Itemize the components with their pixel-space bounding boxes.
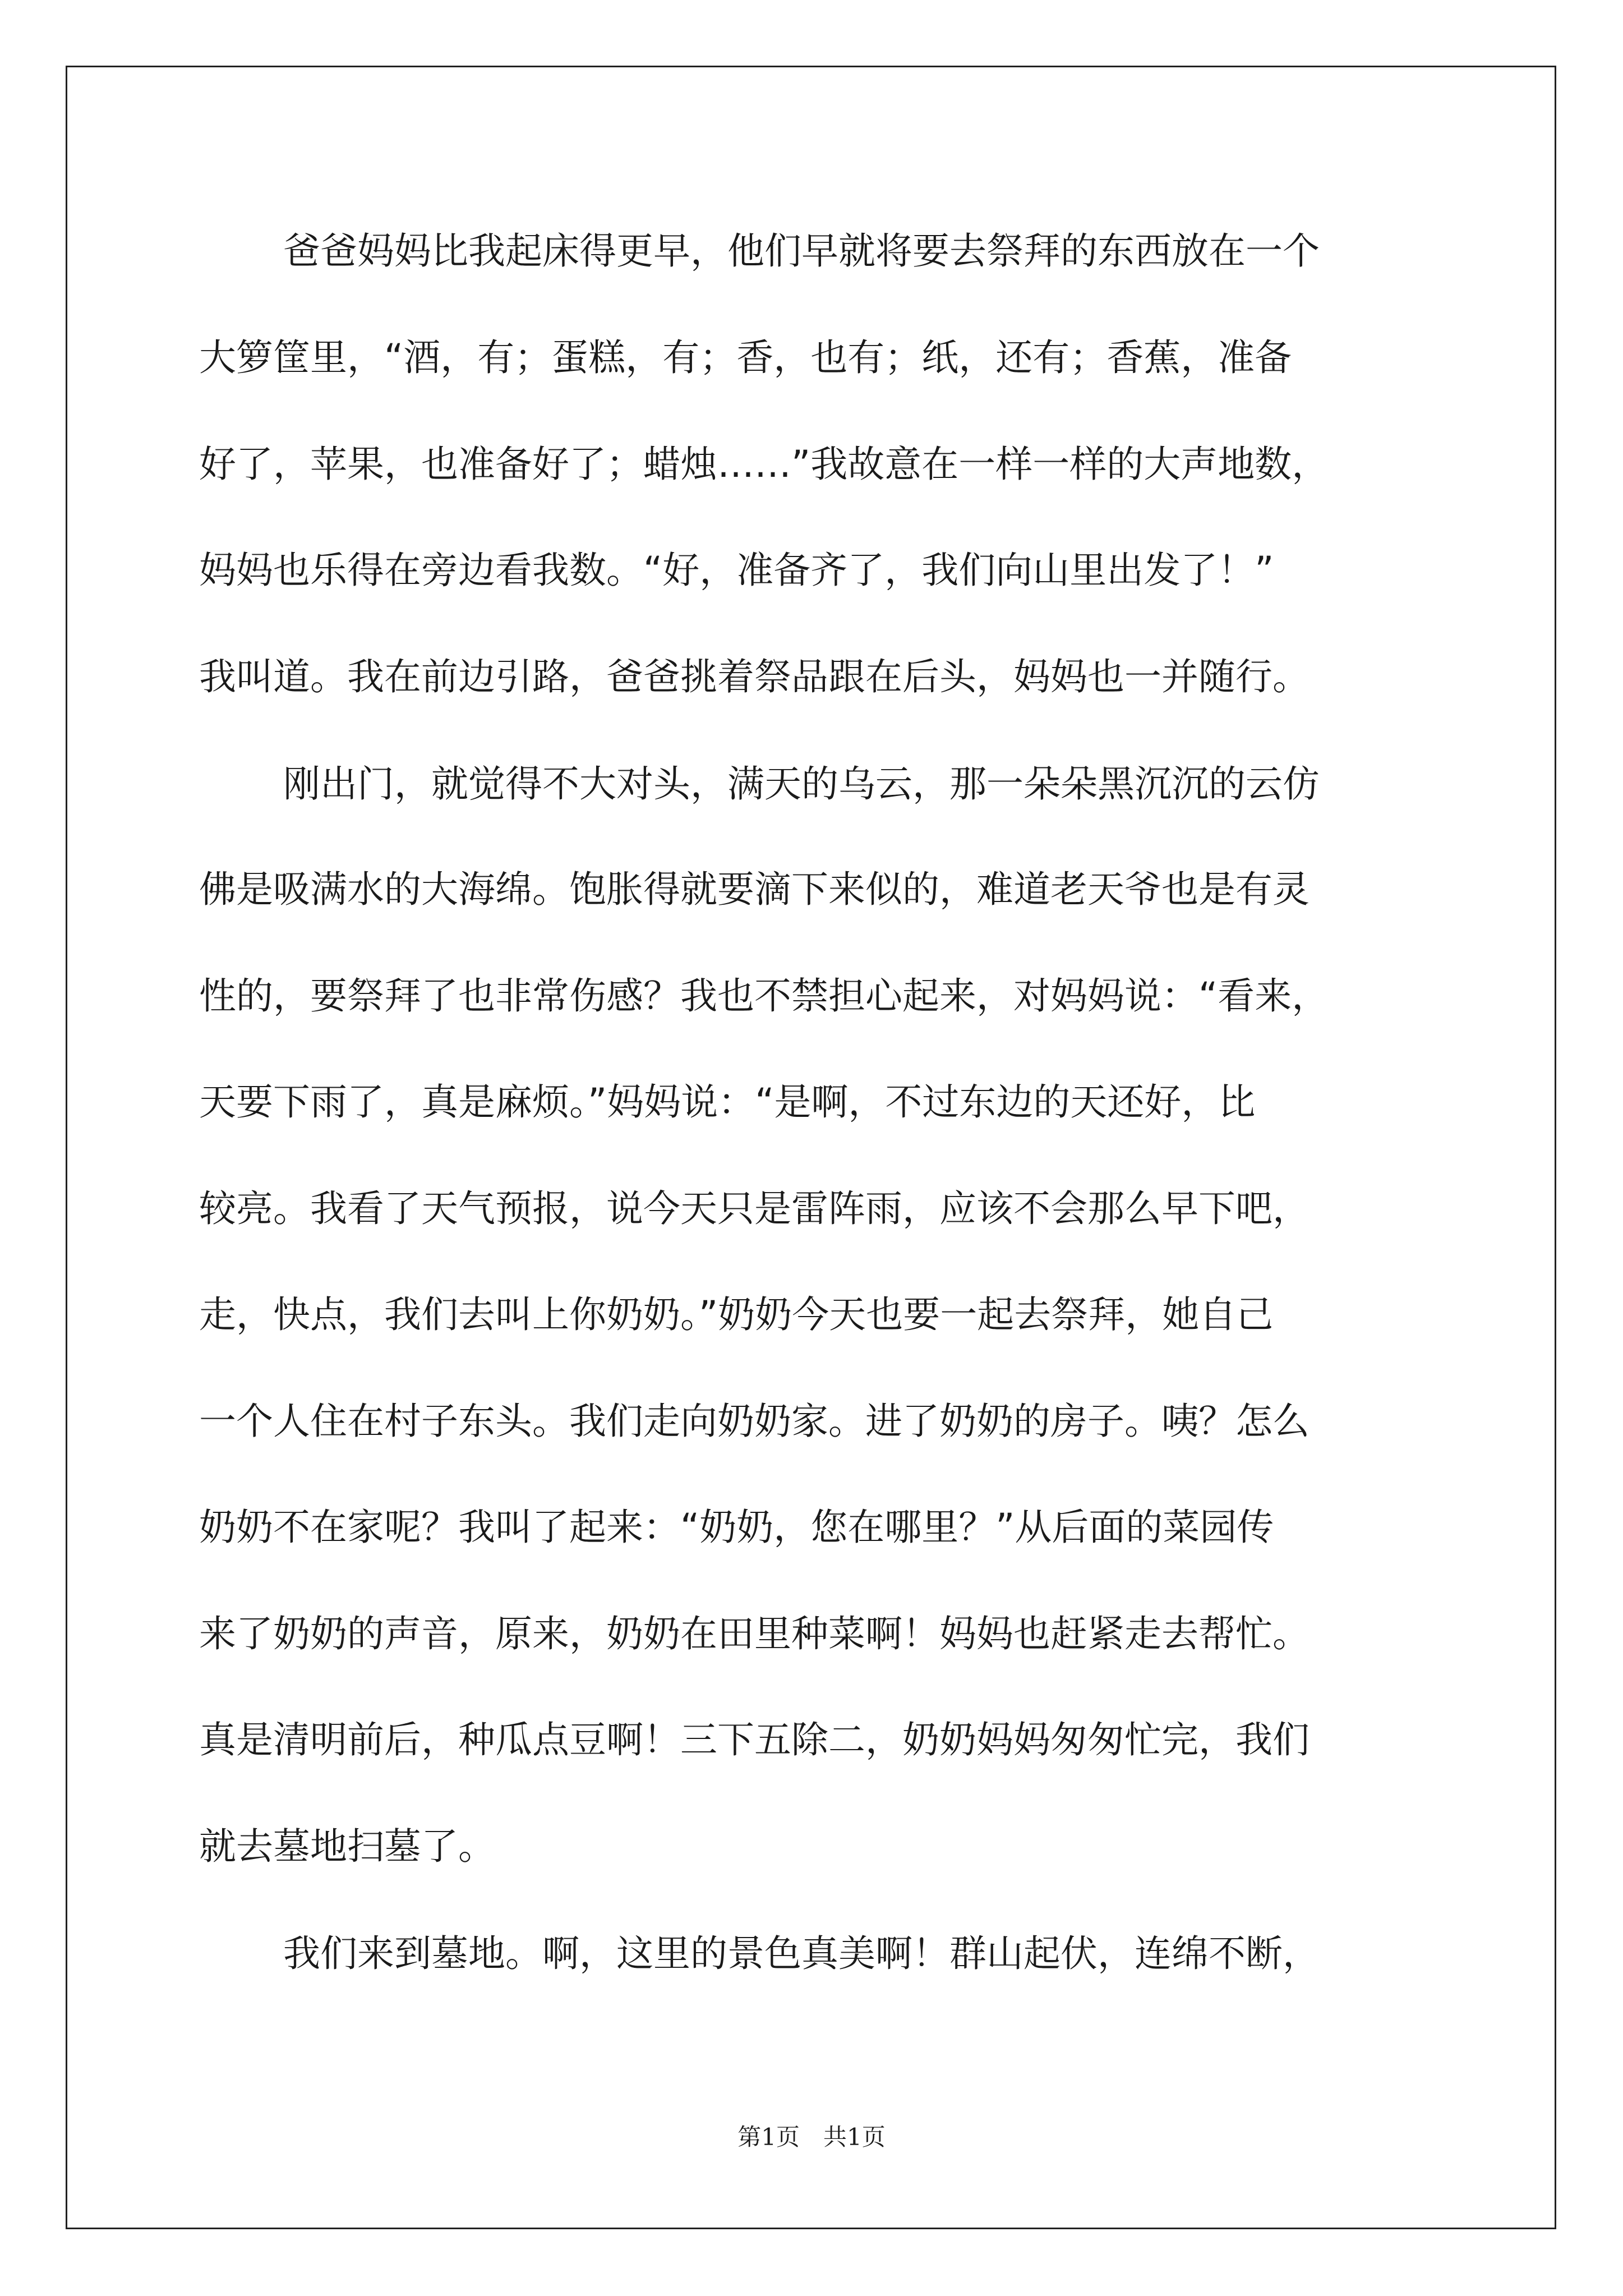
text-line: 天要下雨了，真是麻烦。”妈妈说：“是啊，不过东边的天还好，比 bbox=[199, 1080, 1256, 1124]
text-line: 就去墓地扫墓了。 bbox=[199, 1825, 495, 1868]
text-line: 一个人住在村子东头。我们走向奶奶家。进了奶奶的房子。咦？怎么 bbox=[199, 1400, 1310, 1443]
text-line: 刚出门，就觉得不大对头，满天的乌云，那一朵朵黑沉沉的云仿 bbox=[283, 762, 1320, 806]
text-line: 性的，要祭拜了也非常伤感？我也不禁担心起来，对妈妈说：“看来， bbox=[199, 974, 1329, 1018]
text-line: 佛是吸满水的大海绵。饱胀得就要滴下来似的，难道老天爷也是有灵 bbox=[199, 868, 1310, 911]
text-line: 好了，苹果，也准备好了；蜡烛……”我故意在一样一样的大声地数， bbox=[199, 443, 1329, 486]
page-border bbox=[66, 66, 1556, 2229]
text-line: 真是清明前后，种瓜点豆啊！三下五除二，奶奶妈妈匆匆忙完，我们 bbox=[199, 1718, 1310, 1761]
text-line: 大箩筐里，“酒，有；蛋糕，有；香，也有；纸，还有；香蕉，准备 bbox=[199, 336, 1292, 379]
text-line: 来了奶奶的声音，原来，奶奶在田里种菜啊！妈妈也赶紧走去帮忙。 bbox=[199, 1612, 1310, 1655]
text-line: 我们来到墓地。啊，这里的景色真美啊！群山起伏，连绵不断， bbox=[283, 1932, 1320, 1975]
text-line: 爸爸妈妈比我起床得更早，他们早就将要去祭拜的东西放在一个 bbox=[283, 229, 1320, 273]
text-line: 走，快点，我们去叫上你奶奶。”奶奶今天也要一起去祭拜，她自己 bbox=[199, 1293, 1274, 1336]
text-line: 奶奶不在家呢？我叫了起来：“奶奶，您在哪里？”从后面的菜园传 bbox=[199, 1506, 1274, 1549]
page-number: 第1页 共1页 bbox=[737, 2123, 886, 2151]
text-line: 较亮。我看了天气预报，说今天只是雷阵雨，应该不会那么早下吧， bbox=[199, 1187, 1310, 1230]
text-line: 我叫道。我在前边引路，爸爸挑着祭品跟在后头，妈妈也一并随行。 bbox=[199, 655, 1310, 698]
text-line: 妈妈也乐得在旁边看我数。“好，准备齐了，我们向山里出发了！” bbox=[199, 549, 1274, 592]
